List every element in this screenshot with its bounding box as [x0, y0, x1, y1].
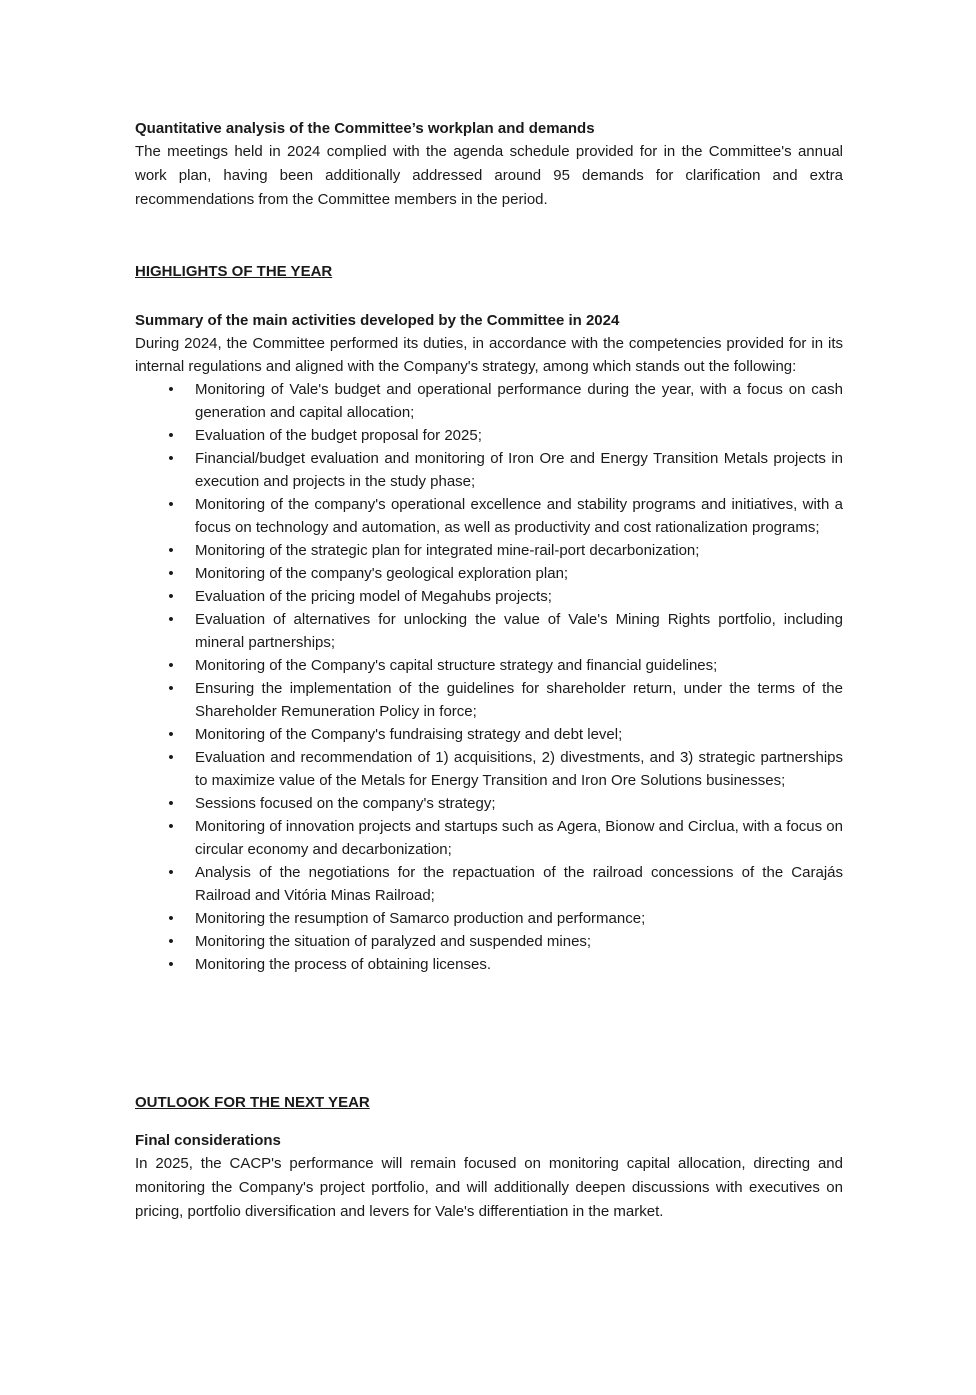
- activity-list-item: [135, 907, 843, 930]
- bullet-icon: •: [168, 749, 174, 766]
- summary-heading: Summary of the main activities developed by the Committee in 2024: [135, 312, 620, 329]
- outlook-heading: OUTLOOK FOR THE NEXT YEAR: [135, 1094, 370, 1111]
- activity-text: Monitoring the process of obtaining licenses.: [195, 956, 492, 973]
- activity-text: Monitoring of innovation projects and startups such as Agera, Bionow and Circlua, with a focus on circular economy and decarbonization;: [195, 818, 843, 858]
- bullet-icon: •: [168, 657, 174, 674]
- activity-text: Monitoring the situation of paralyzed and suspended mines;: [195, 933, 592, 950]
- bullet-icon: •: [168, 427, 174, 444]
- quantitative-section: [135, 117, 843, 212]
- document-page: [135, 117, 843, 1220]
- activity-text: Monitoring of the Company's capital structure strategy and financial guidelines;: [195, 657, 718, 674]
- activity-text: Financial/budget evaluation and monitoring of Iron Ore and Energy Transition Metals projects in execution and projects in the study phase;: [195, 450, 843, 490]
- bullet-icon: •: [168, 933, 174, 950]
- bullet-icon: •: [168, 611, 174, 628]
- bullet-icon: •: [168, 956, 174, 973]
- final-text: In 2025, the CACP's performance will remain focused on monitoring capital allocation, directing and monitoring the Company's project portfolio, and will additionally deepen discussions with executives on pricing, portfolio diversification and levers for Vale's differentiation in the market.: [135, 1155, 843, 1220]
- activity-list-item: [135, 562, 843, 585]
- activity-list-item: [135, 861, 843, 907]
- activity-list-item: [135, 447, 843, 493]
- activity-text: Evaluation of the budget proposal for 2025;: [195, 427, 482, 444]
- activities-list: [135, 378, 843, 976]
- activity-list-item: [135, 654, 843, 677]
- bullet-icon: •: [168, 588, 174, 605]
- bullet-icon: •: [168, 864, 174, 881]
- activity-list-item: [135, 723, 843, 746]
- bullet-icon: •: [168, 818, 174, 835]
- activity-list-item: [135, 815, 843, 861]
- bullet-icon: •: [168, 542, 174, 559]
- activity-text: Monitoring of the strategic plan for integrated mine-rail-port decarbonization;: [195, 542, 700, 559]
- bullet-icon: •: [168, 726, 174, 743]
- activity-text: Evaluation and recommendation of 1) acquisitions, 2) divestments, and 3) strategic partnerships to maximize value of the Metals for Energy Transition and Iron Ore Solutions businesses;: [195, 749, 843, 789]
- activity-text: Analysis of the negotiations for the repactuation of the railroad concessions of the Carajás Railroad and Vitória Minas Railroad;: [195, 864, 843, 904]
- activity-list-item: [135, 608, 843, 654]
- bullet-icon: •: [168, 795, 174, 812]
- bullet-icon: •: [168, 910, 174, 927]
- activity-text: Monitoring of the Company's fundraising strategy and debt level;: [195, 726, 623, 743]
- activity-text: Sessions focused on the company's strategy;: [195, 795, 496, 812]
- highlights-heading: HIGHLIGHTS OF THE YEAR: [135, 263, 333, 280]
- highlights-section: [135, 260, 843, 283]
- activity-list-item: [135, 930, 843, 953]
- activity-list-item: [135, 493, 843, 539]
- quantitative-heading: Quantitative analysis of the Committee’s workplan and demands: [135, 120, 595, 137]
- bullet-icon: •: [168, 565, 174, 582]
- bullet-icon: •: [168, 450, 174, 467]
- activity-list-item: [135, 539, 843, 562]
- activity-list-item: [135, 378, 843, 424]
- final-heading: Final considerations: [135, 1132, 281, 1149]
- bullet-icon: •: [168, 496, 174, 513]
- activity-list-item: [135, 585, 843, 608]
- activity-text: Monitoring the resumption of Samarco production and performance;: [195, 910, 646, 927]
- activity-text: Evaluation of alternatives for unlocking the value of Vale's Mining Rights portfolio, including mineral partnerships;: [195, 611, 843, 651]
- outlook-section: [135, 1091, 843, 1114]
- bullet-icon: •: [168, 680, 174, 697]
- quantitative-text: The meetings held in 2024 complied with the agenda schedule provided for in the Committee's annual work plan, having been additionally addressed around 95 demands for clarification and extra recommendations from the Committee members in the period.: [135, 143, 843, 208]
- final-section: [135, 1129, 843, 1224]
- activity-list-item: [135, 424, 843, 447]
- activity-list-item: [135, 677, 843, 723]
- summary-intro: During 2024, the Committee performed its duties, in accordance with the competencies provided for in its internal regulations and aligned with the Company's strategy, among which stands out the following:: [135, 335, 843, 375]
- activity-list-item: [135, 953, 843, 976]
- activity-text: Monitoring of the company's geological exploration plan;: [195, 565, 569, 582]
- bullet-icon: •: [168, 381, 174, 398]
- activity-text: Monitoring of the company's operational excellence and stability programs and initiatives, with a focus on technology and automation, as well as productivity and cost rationalization programs;: [195, 496, 843, 536]
- activity-text: Monitoring of Vale's budget and operational performance during the year, with a focus on cash generation and capital allocation;: [195, 381, 843, 421]
- activity-list-item: [135, 746, 843, 792]
- activity-text: Evaluation of the pricing model of Megahubs projects;: [195, 588, 552, 605]
- summary-section: [135, 309, 843, 976]
- activity-list-item: [135, 792, 843, 815]
- activity-text: Ensuring the implementation of the guidelines for shareholder return, under the terms of the Shareholder Remuneration Policy in force;: [195, 680, 843, 720]
